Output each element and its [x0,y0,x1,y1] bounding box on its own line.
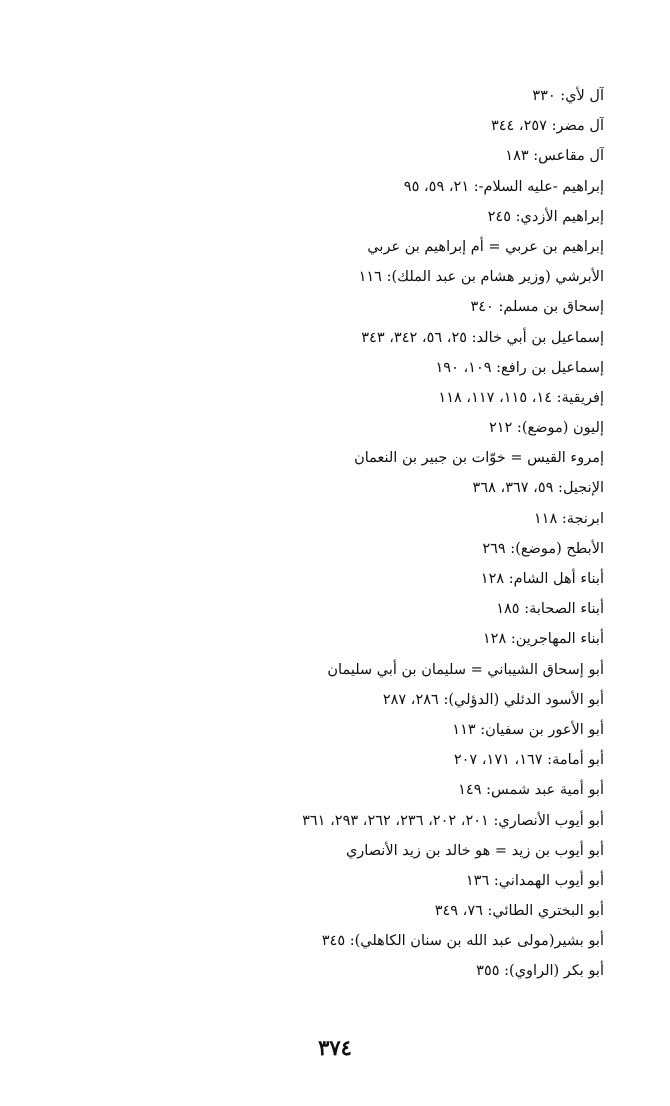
index-entry: أبو أيوب الهمداني: ١٣٦ [465,872,604,889]
index-entry: أبو الأعور بن سفيان: ١١٣ [452,721,604,738]
index-entry: إمروء القيس = خوّات بن جبير بن النعمان [354,450,604,467]
index-entry: أبو بكر (الراوي): ٣٥٥ [476,963,604,980]
index-entry: إبراهيم الأزدي: ٢٤٥ [487,208,604,225]
page-number: ٣٧٤ [318,1035,352,1060]
index-entry: آل لأي: ٣٣٠ [532,88,604,104]
index-entry: أبو إسحاق الشيباني = سليمان بن أبي سليمان [327,661,604,678]
index-list [44,81,604,987]
index-entry: إبراهيم -عليه السلام-: ٢١، ٥٩، ٩٥ [403,178,604,195]
index-entry: الإنجيل: ٥٩، ٣٦٧، ٣٦٨ [472,480,604,497]
index-entry: أبو أيوب الأنصاري: ٢٠١، ٢٠٢، ٢٣٦، ٢٦٢، ٢٩٣، ٣٦١ [302,812,604,829]
index-entry: إسماعيل بن أبي خالد: ٢٥، ٥٦، ٣٤٢، ٣٤٣ [361,329,604,346]
index-entry: الأبرشي (وزير هشام بن عبد الملك): ١١٦ [358,269,604,286]
index-entry: أبو أمية عبد شمس: ١٤٩ [458,782,604,799]
index-entry: أبو أيوب بن زيد = هو خالد بن زيد الأنصاري [345,842,604,859]
index-entry: أبناء الصحابة: ١٨٥ [496,601,604,618]
index-entry: آل مضر: ٢٥٧، ٣٤٤ [490,118,604,135]
index-entry: إبراهيم بن عربي = أم إبراهيم بن عربي [367,238,604,255]
index-entry: أبناء المهاجرين: ١٢٨ [482,631,604,648]
index-entry: إسحاق بن مسلم: ٣٤٠ [470,299,604,316]
index-entry: أبو الأسود الدئلي (الدؤلي): ٢٨٦، ٢٨٧ [382,691,604,708]
index-entry: آل مقاعس: ١٨٣ [505,148,604,165]
index-entry: أبو البختري الطائي: ٧٦، ٣٤٩ [434,903,604,920]
index-entry: إسماعيل بن رافع: ١٠٩، ١٩٠ [435,359,604,376]
index-entry: أبو أمامة: ١٦٧، ١٧١، ٢٠٧ [453,752,604,769]
index-entry: ابرنجة: ١١٨ [533,510,604,527]
index-entry: الأبطح (موضع): ٢٦٩ [482,540,604,557]
index-entry: أبناء أهل الشام: ١٢٨ [480,571,604,587]
index-entry: إفريقية: ١٤، ١١٥، ١١٧، ١١٨ [438,389,604,406]
index-entry: أبو بشير(مولى عبد الله بن سنان الكاهلي): ٣٤٥ [321,933,604,950]
index-entry: إليون (موضع): ٢١٢ [488,420,604,437]
